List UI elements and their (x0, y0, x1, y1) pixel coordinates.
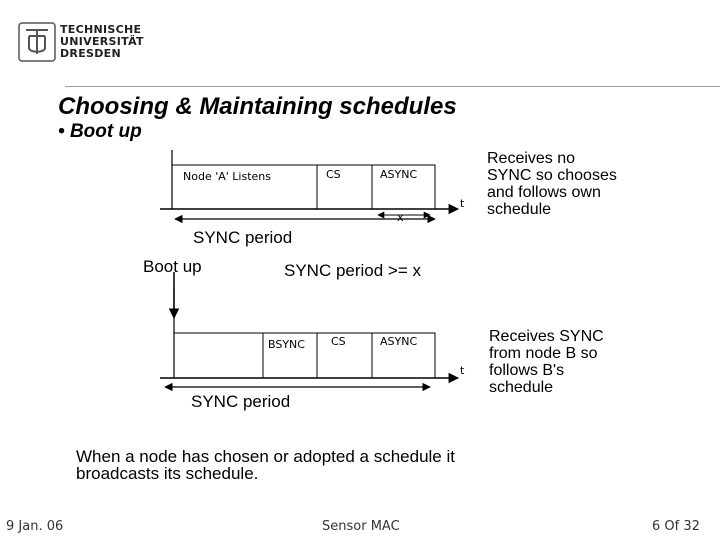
bottom-note-line: from node B so (489, 345, 598, 362)
top-note-line: Receives no (487, 150, 576, 167)
bottom-note (489, 328, 604, 396)
top-note-line: SYNC so chooses (487, 167, 617, 184)
slide-title: Choosing & Maintaining schedules (58, 93, 457, 120)
conclusion-text (76, 448, 455, 482)
top-note-line: and follows own (487, 184, 601, 201)
top-t-label: t (460, 197, 465, 210)
sync-period-ge-x-label: SYNC period >= x (284, 261, 422, 280)
conclusion-line: When a node has chosen or adopted a schedule it (76, 447, 455, 466)
bottom-t-label: t (460, 364, 465, 377)
top-timeline (160, 150, 458, 219)
bullet-text: Boot up (69, 121, 142, 142)
conclusion-line: broadcasts its schedule. (76, 464, 259, 483)
top-cs-label: CS (326, 168, 341, 181)
footer-date: 9 Jan. 06 (6, 519, 64, 534)
bottom-note-line: follows B's (489, 362, 565, 379)
top-note (487, 150, 617, 218)
bottom-async-label: ASYNC (380, 335, 418, 348)
bottom-note-line: schedule (489, 379, 554, 396)
listen-label: Node 'A' Listens (183, 170, 271, 183)
logo-line-1: TECHNISCHE (60, 23, 142, 36)
footer-page-number: 6 Of 32 (652, 519, 700, 534)
bottom-sync-period-label: SYNC period (191, 392, 291, 411)
bsync-label: BSYNC (268, 338, 305, 351)
top-note-line: schedule (487, 201, 552, 218)
bullet-dot: • (58, 121, 70, 142)
bottom-note-line: Receives SYNC (489, 328, 604, 345)
bottom-cs-label: CS (331, 335, 346, 348)
x-label: x (397, 211, 404, 224)
boot-up-label: Boot up (143, 257, 202, 276)
footer-title: Sensor MAC (322, 519, 400, 534)
logo-line-2: UNIVERSITÄT (60, 35, 144, 48)
top-async-label: ASYNC (380, 168, 418, 181)
logo-line-3: DRESDEN (60, 47, 121, 60)
top-sync-period-label: SYNC period (193, 228, 293, 247)
